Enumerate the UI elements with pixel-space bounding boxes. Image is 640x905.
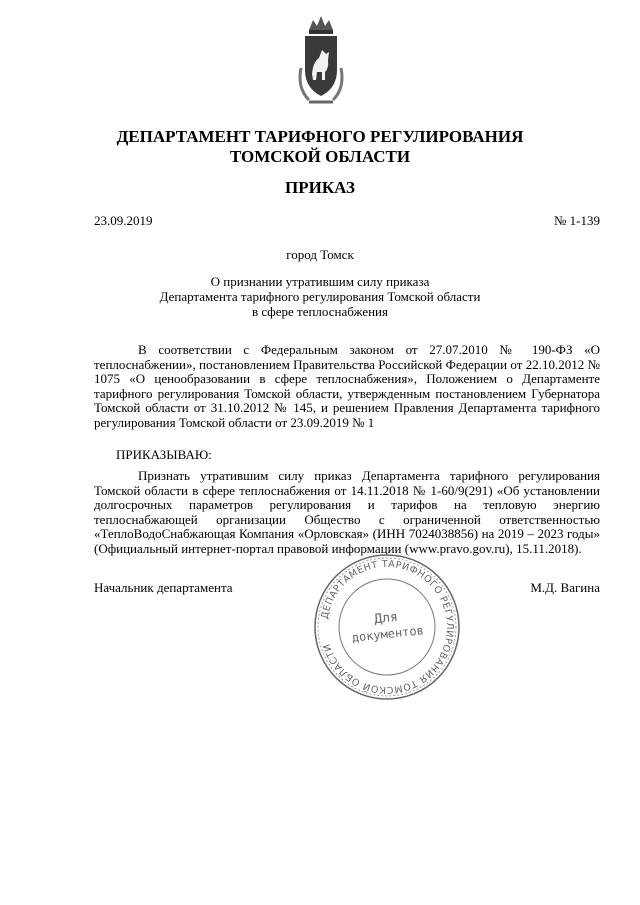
document-type-title: ПРИКАЗ: [285, 178, 355, 197]
document-city: город Томск: [286, 247, 354, 262]
document-number: № 1-139: [554, 213, 600, 228]
order-paragraph: [94, 469, 600, 556]
organization-name-line2: ТОМСКОЙ ОБЛАСТИ: [229, 147, 411, 166]
order-text: Признать утратившим силу приказ Департамента тарифного регулирования Томской области в сфере теплоснабжения от 14.11.2018 № 1-60/9(291) «Об установлении долгосрочных параметров регулирования и тарифов на тепловую энергию теплоснабжающей организации Общество с ограниченной ответственностью «ТеплоВодоСнабжающая Компания «Орловская» (ИНН 7024038856) на 2019 – 2023 годы» (Официальный интернет-портал правовой информации (www.pravo.gov.ru), 15.11.2018).: [94, 468, 600, 556]
subject-line1: О признании утратившим силу приказа: [210, 274, 430, 289]
coat-of-arms-icon: [295, 8, 347, 108]
order-keyword: ПРИКАЗЫВАЮ:: [116, 447, 212, 462]
stamp-outer-text: ДЕПАРТАМЕНТ ТАРИФНОГО РЕГУЛИРОВАНИЯ ТОМСКОЙ ОБЛАСТИ: [319, 558, 456, 696]
stamp-inner-line2: документов: [351, 623, 425, 645]
document-subject: [0, 274, 640, 319]
subject-line3: в сфере теплоснабжения: [251, 304, 388, 319]
signatory-position: Начальник департамента: [94, 580, 233, 595]
official-stamp: [312, 552, 462, 702]
stamp-inner-line1: Для: [373, 609, 399, 628]
preamble-text: В соответствии с Федеральным законом от 27.07.2010 № 190-ФЗ «О теплоснабжении», постановлением Правительства Российской Федерации от 22.10.2012 № 1075 «О ценообразовании в сфере теплоснабжения», Положением о Департаменте тарифного регулирования Томской области, утвержденным постановлением Губернатора Томской области от 31.10.2012 № 145, и решением Правления Департамента тарифного регулирования Томской области от 23.09.2019 № 1: [94, 342, 600, 430]
document-date: 23.09.2019: [94, 213, 153, 228]
subject-line2: Департамента тарифного регулирования Томской области: [159, 289, 481, 304]
signatory-name: М.Д. Вагина: [530, 580, 600, 595]
organization-name-line1: ДЕПАРТАМЕНТ ТАРИФНОГО РЕГУЛИРОВАНИЯ: [116, 127, 524, 146]
preamble-paragraph: [94, 343, 600, 430]
